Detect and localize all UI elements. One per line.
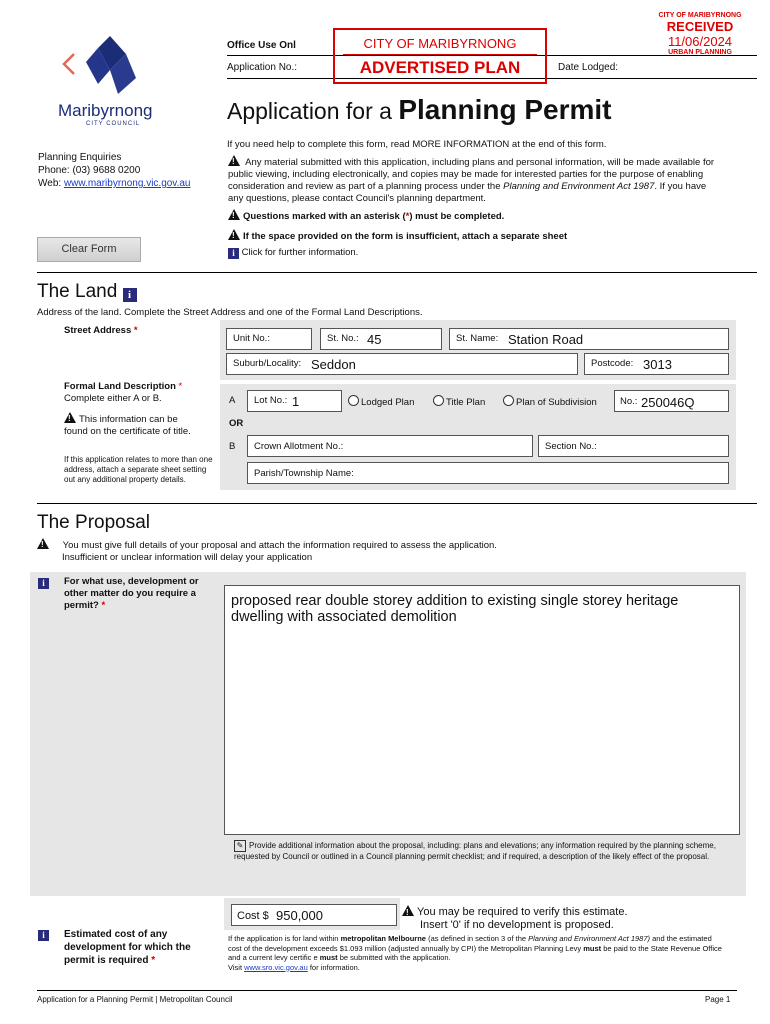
council-website-link[interactable]: www.maribyrnong.vic.gov.au <box>63 178 191 189</box>
land-heading: The Land i <box>37 281 137 303</box>
contact-phone: Phone: (03) 9688 0200 <box>38 165 141 176</box>
use-description-textarea[interactable] <box>224 585 740 835</box>
insufficient-notice: !If the space provided on the form is insufficient, attach a separate sheet <box>228 229 567 243</box>
warning-icon <box>228 229 240 240</box>
warning-icon <box>402 905 414 916</box>
received-stamp-title: RECEIVED <box>666 19 734 34</box>
plan-no-field[interactable]: No.: 250046Q <box>614 390 729 412</box>
advertised-stamp-line2: ADVERTISED PLAN <box>359 58 521 77</box>
use-info-icon[interactable]: i <box>38 578 49 589</box>
office-use-label: Office Use Onl <box>227 40 296 51</box>
parish-field[interactable]: Parish/Township Name: <box>247 462 729 484</box>
street-name-field[interactable]: St. Name: Station Road <box>449 328 729 350</box>
title-prefix: Application for a <box>227 98 399 124</box>
footer-left: Application for a Planning Permit | Metropolitan Council <box>37 995 233 1004</box>
lot-no-field[interactable]: Lot No.: 1 <box>247 390 342 412</box>
option-a-label: A <box>229 395 236 406</box>
metro-levy-note: If the application is for land within metropolitan Melbourne (as defined in section 3 of the Planning and Environment Act 1987) and the estimated cost of the development exceeds $1.093 million (adjusted annually by CPI) the Metropolitan Planning Levy must be paid to the State Revenue Office and a current levy certific e must be submitted with the application. Visit www.sro.vic.gov.au for information. <box>228 934 722 972</box>
use-question: For what use, development or other matter do you require a permit? * <box>64 576 199 611</box>
proposal-heading: The Proposal <box>37 512 151 533</box>
clear-form-button[interactable]: Clear Form <box>37 237 141 262</box>
land-info-icon[interactable]: i <box>123 288 137 302</box>
cost-question: Estimated cost of any development for which the permit is required * <box>64 929 191 966</box>
use-description-value: proposed rear double storey addition to existing single storey heritage dwelling with associated demolition <box>231 593 679 625</box>
page-number: Page 1 <box>705 995 731 1004</box>
radio-icon[interactable] <box>433 395 444 406</box>
verify-estimate-note: ! You may be required to verify this estimate. Insert '0' if no development is proposed. <box>402 905 628 932</box>
council-logo-mark <box>58 34 178 96</box>
section-divider-proposal <box>37 503 757 504</box>
contact-info <box>38 151 190 190</box>
provide-info-text: ✎ Provide additional information about the proposal, including: plans and elevations; any information required by the planning scheme, requested by Council or outlined in a Council planning permit checklist; and if required, a description of the likely effect of the proposal. <box>234 841 716 861</box>
received-stamp-bottom: URBAN PLANNING <box>668 49 732 56</box>
attachment-icon: ✎ <box>234 840 246 852</box>
footer-divider <box>37 990 737 991</box>
section-no-field[interactable]: Section No.: <box>538 435 729 457</box>
sro-link[interactable]: www.sro.vic.gov.au <box>244 962 308 972</box>
radio-icon[interactable] <box>503 395 514 406</box>
crown-allotment-field[interactable]: Crown Allotment No.: <box>247 435 533 457</box>
asterisk-notice: !Questions marked with an asterisk (*) must be completed. <box>228 209 504 223</box>
plan-subdivision-radio[interactable]: Plan of Subdivision <box>503 395 597 409</box>
street-no-field[interactable]: St. No.: 45 <box>320 328 442 350</box>
cost-input[interactable]: Cost $ 950,000 <box>231 904 397 926</box>
warning-icon <box>64 412 76 423</box>
title-main: Planning Permit <box>398 94 612 125</box>
advertised-stamp-line1: CITY OF MARIBYRNONG <box>363 36 517 51</box>
logo-sub: CITY COUNCIL <box>86 121 141 127</box>
logo-name: Maribyrnong <box>58 101 153 120</box>
option-b-label: B <box>229 441 236 452</box>
web-label: Web: <box>38 178 64 189</box>
postcode-field[interactable]: Postcode: 3013 <box>584 353 729 375</box>
section-divider-land <box>37 272 757 273</box>
warning-icon <box>228 155 240 166</box>
council-logo <box>58 34 178 127</box>
street-address-label: Street Address * <box>64 325 138 336</box>
certificate-info: !This information can be found on the certificate of title. <box>64 412 204 438</box>
public-viewing-notice: ! Any material submitted with this application, including plans and personal information, will be made available for public viewing, including electronically, and copies may be made for interested parties for the purpose of enabling consideration and review as part of a planning process under the Planning and Environment Act 1987. If you have any questions, please contact Council's planning department. <box>228 155 718 205</box>
formal-land-label: Formal Land Description * Complete either A or B. <box>64 381 183 404</box>
warning-icon <box>37 538 49 549</box>
land-description: Address of the land. Complete the Street Address and one of the Formal Land Descriptions. <box>37 307 423 318</box>
received-stamp-top: CITY OF MARIBYRNONG <box>658 12 742 19</box>
help-text: If you need help to complete this form, read MORE INFORMATION at the end of this form. <box>227 139 607 150</box>
further-info: i Click for further information. <box>228 247 358 259</box>
title-plan-radio[interactable]: Title Plan <box>433 395 485 409</box>
page-title <box>227 94 611 126</box>
contact-heading: Planning Enquiries <box>38 152 122 163</box>
proposal-warning: ! You must give full details of your proposal and attach the information required to assess the application. Insufficient or unclear information will delay your application <box>37 538 497 564</box>
advertised-plan-stamp <box>333 28 547 84</box>
lodged-plan-radio[interactable]: Lodged Plan <box>348 395 414 409</box>
radio-icon[interactable] <box>348 395 359 406</box>
application-no-label: Application No.: <box>227 62 298 73</box>
or-label: OR <box>229 418 244 429</box>
date-lodged-label: Date Lodged: <box>558 62 619 73</box>
info-icon[interactable]: i <box>228 248 239 259</box>
multi-address-note: If this application relates to more than one address, attach a separate sheet setting out any additional property details. <box>64 455 213 484</box>
warning-icon <box>228 209 240 220</box>
suburb-field[interactable]: Suburb/Locality: Seddon <box>226 353 578 375</box>
received-stamp-date: 11/06/2024 <box>667 34 733 49</box>
cost-info-icon[interactable]: i <box>38 930 49 941</box>
unit-no-field[interactable]: Unit No.: <box>226 328 312 350</box>
received-stamp <box>645 12 755 72</box>
